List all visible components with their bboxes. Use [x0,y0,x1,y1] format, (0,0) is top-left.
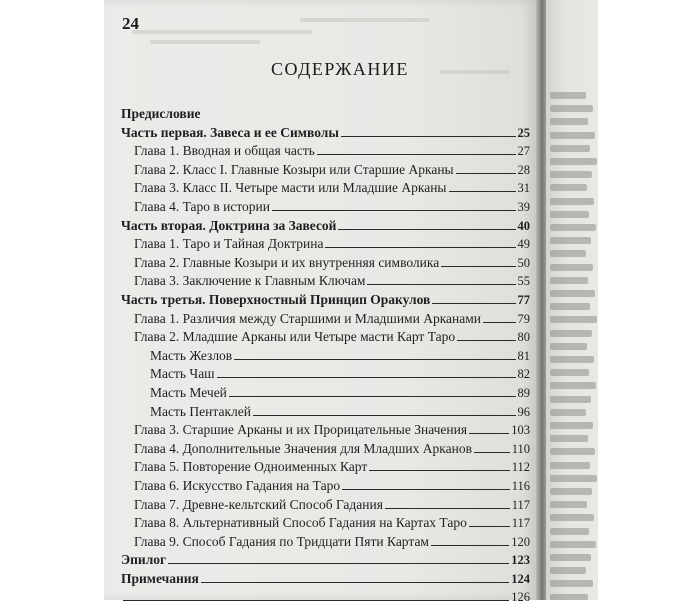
toc-entry-label: Часть первая. Завеса и ее Символы [121,124,339,140]
toc-leader-line [432,303,515,304]
facing-page-text-line [550,501,587,508]
toc-leader-line [341,136,516,137]
facing-page-text-line [550,554,591,561]
facing-page-text-line [550,382,596,389]
facing-page-text-line [550,330,592,337]
toc-leader-line [449,191,516,192]
toc-entry [134,459,530,477]
facing-page-text-line [550,435,588,442]
toc-entry [121,106,530,124]
toc-entry [134,497,530,515]
facing-page-text-line [550,224,596,231]
facing-page-text-line [550,448,595,455]
toc-entry [134,422,530,440]
toc-entry [134,162,530,180]
toc-entry [121,552,530,570]
toc-entry-label: Глава 2. Класс I. Главные Козыри или Старшие Арканы [134,161,454,177]
facing-page-text-line [550,396,591,403]
toc-entry [150,385,530,403]
toc-entry-label: Масть Мечей [150,385,227,400]
bleed-through-text [300,18,430,22]
facing-page-text-line [550,475,597,482]
facing-page-text-line [550,237,591,244]
toc-entry-page: 82 [517,367,530,382]
facing-page-text-line [550,290,595,297]
toc-entry-label: Часть третья. Поверхностный Принцип Оракулов [121,292,431,307]
toc-leader-line [234,359,515,360]
toc-entry [134,329,530,347]
toc-entry-page: 80 [517,330,530,345]
toc-entry [150,348,530,366]
toc-entry [121,571,530,589]
toc-leader-line [385,508,510,509]
facing-page-text-line [550,580,593,587]
toc-entry-page: 112 [511,460,530,475]
toc-entry-page: 27 [517,144,530,159]
toc-entry [134,255,530,273]
toc-entry-page: 77 [517,293,530,307]
toc-entry [134,441,530,459]
toc-entry-label: Глава 7. Древне-кельтский Способ Гадания [134,496,383,512]
toc-entry [150,404,530,422]
facing-page-text-line [550,171,592,178]
toc-entry [134,534,530,552]
toc-entry-page: 79 [517,311,530,326]
page-number: 24 [122,14,139,33]
toc-entry-label: Глава 4. Таро в истории [134,199,270,214]
facing-page-text-line [550,277,588,284]
toc-leader-line [456,173,516,174]
facing-page-text-line [550,594,588,600]
toc-entry-page: 117 [511,497,530,512]
toc-entry-page: 123 [511,553,530,568]
toc-entry [134,143,530,161]
toc-entry-page: 55 [517,274,530,289]
facing-page-text-line [550,145,590,152]
toc-entry-page: 103 [511,423,530,438]
toc-leader-line [217,377,516,378]
toc-entry-page: 39 [517,200,530,214]
toc-entry-label: Эпилог [121,552,167,568]
toc-leader-line [253,415,516,416]
facing-page-text-line [550,514,594,521]
bleed-through-text [132,30,312,34]
toc-leader-line [272,210,516,211]
toc-leader-line [367,284,515,285]
toc-leader-line [457,340,515,341]
facing-page-text-line [550,198,594,205]
toc-entry-page: 124 [511,572,530,586]
facing-page-text-line [550,250,586,257]
facing-page-text-line [550,528,589,535]
toc-entry-label: Глава 6. Искусство Гадания на Таро [134,478,341,493]
toc-leader-line [431,545,509,546]
facing-page-text-line [550,105,593,112]
facing-page-text-line [550,356,594,363]
toc-entry-label: Глава 3. Старшие Арканы и их Прорицательные Значения [134,422,468,438]
book-spine [536,0,546,600]
toc-entry-label: Глава 3. Заключение к Главным Ключам [134,273,366,289]
toc-entry-page: 25 [517,125,530,140]
bleed-through-text [150,40,260,44]
facing-page-text-line [550,422,593,429]
facing-page-text-line [550,567,586,574]
toc-entry-page: 120 [511,534,530,549]
toc-entry-label: Предисловие [121,106,201,121]
toc-entry-page: 89 [517,386,530,400]
toc-leader-line [469,526,510,527]
toc-entry-page: 28 [517,162,530,177]
toc-entry-label: Глава 9. Способ Гадания по Тридцати Пяти Картам [134,533,429,549]
toc-entry-page: 117 [511,516,530,531]
toc-entry-label: Глава 2. Младшие Арканы или Четыре масти Карт Таро [134,329,456,345]
toc-entry-page: 49 [517,237,530,252]
toc-entry-label: Глава 3. Класс II. Четыре масти или Младшие Арканы [134,180,447,196]
facing-page-text-line [550,409,586,416]
toc-leader-line [469,433,509,434]
facing-page-text-line [550,158,597,165]
facing-page-text-line [550,541,596,548]
toc-leader-line [168,563,509,564]
toc-leader-line [483,322,515,323]
facing-page-text-line [550,211,589,218]
toc-entry [134,180,530,198]
book-page-right-edge [546,0,598,600]
toc-entry [134,311,530,329]
toc-entry [134,478,530,496]
toc-leader-line [338,229,515,230]
facing-page-text-line [550,316,597,323]
toc-leader-line [229,396,516,397]
toc-entry [150,366,530,384]
facing-page-text-line [550,92,586,99]
toc-entry-label: Глава 4. Дополнительные Значения для Младших Арканов [134,440,472,456]
toc-entry-label: Глава 8. Альтернативный Способ Гадания на Картах Таро [134,515,467,531]
toc-leader-line [317,154,516,155]
toc-entry-label: Глава 1. Различия между Старшими и Младшими Арканами [134,310,482,326]
toc-entry-page: 31 [517,181,530,196]
toc-entry-label: Глава 1. Таро и Тайная Доктрина [134,236,324,252]
facing-page-text-line [550,118,588,125]
toc-entry-page: 50 [517,255,530,270]
toc-entry [134,273,530,291]
toc-entry-page: 40 [517,218,530,233]
facing-page-text-line [550,184,587,191]
toc-entry-page: 96 [517,404,530,419]
toc-entry-label: Глава 5. Повторение Одноименных Карт [134,459,368,475]
toc-entry [121,590,530,608]
toc-leader-line [474,452,510,453]
toc-entry [134,199,530,217]
facing-page-text-line [550,264,593,271]
toc-entry-page: 81 [517,348,530,363]
toc-leader-line [441,266,515,267]
toc-leader-line [325,247,515,248]
toc-leader-line [342,489,510,490]
toc-entry-label: Масть Чаш [150,366,215,382]
toc-entry-page: 116 [511,479,530,493]
toc-entry [121,292,530,310]
facing-page-text-line [550,343,587,350]
toc-entry-label: Глава 1. Вводная и общая часть [134,143,315,159]
toc-entry-label: Масть Жезлов [150,347,233,363]
page-title: СОДЕРЖАНИЕ [271,59,409,79]
toc-entry-label: Часть вторая. Доктрина за Завесой [121,217,337,233]
facing-page-text-line [550,369,589,376]
toc-entry [134,236,530,254]
toc-entry [121,218,530,236]
facing-page-text-line [550,462,590,469]
toc-leader-line [369,470,509,471]
toc-entry [121,125,530,143]
facing-page-text-line [550,488,592,495]
toc-entry [134,515,530,533]
toc-entry-page: 126 [511,589,530,604]
facing-page-text-line [550,303,590,310]
toc-entry-label: Масть Пентаклей [150,403,251,419]
facing-page-text-line [550,132,595,139]
toc-leader-line [201,582,509,583]
toc-entry-label: Глава 2. Главные Козыри и их внутренняя символика [134,254,440,270]
toc-entry-page: 110 [511,441,530,456]
toc-entry-label: Примечания [121,571,199,586]
